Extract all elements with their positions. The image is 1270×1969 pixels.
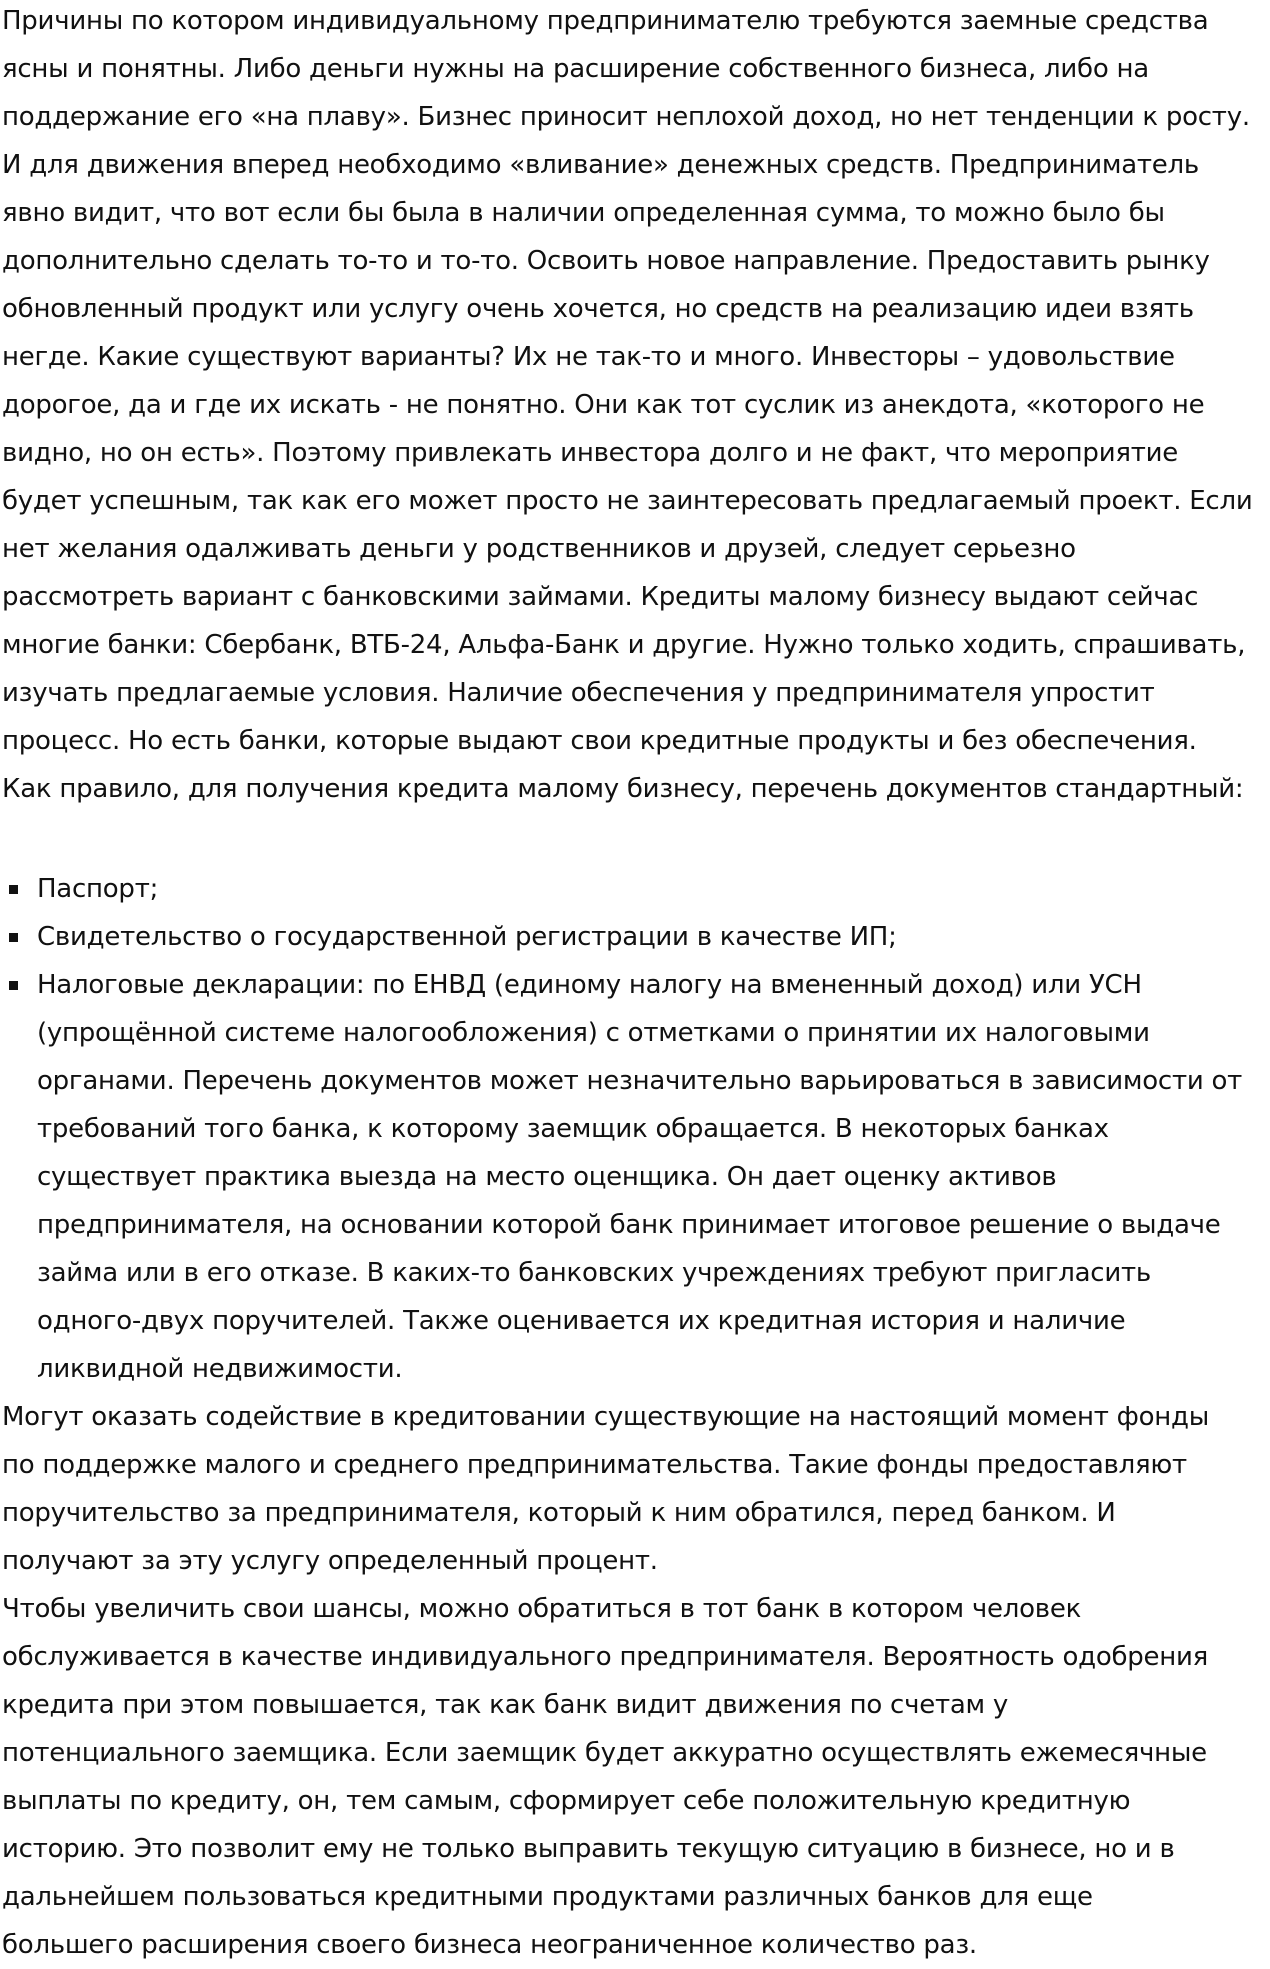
text-line: нет желания одалживать деньги у родственников и друзей, следует серьезно <box>2 534 1076 564</box>
text-line: ликвидной недвижимости. <box>37 1354 403 1384</box>
text-line: займа или в его отказе. В каких-то банковских учреждениях требуют пригласить <box>37 1258 1151 1288</box>
list-item-text <box>37 913 1270 961</box>
text-line: по поддержке малого и среднего предпринимательства. Такие фонды предоставляют <box>2 1450 1187 1480</box>
text-line: Могут оказать содействие в кредитовании существующие на настоящий момент фонды <box>2 1402 1210 1432</box>
text-line: обновленный продукт или услугу очень хочется, но средств на реализацию идеи взять <box>2 294 1194 324</box>
text-line: Паспорт; <box>37 874 159 904</box>
text-line: Свидетельство о государственной регистрации в качестве ИП; <box>37 922 897 952</box>
text-line: И для движения вперед необходимо «вливание» денежных средств. Предприниматель <box>2 150 1199 180</box>
text-line: историю. Это позволит ему не только выправить текущую ситуацию в бизнесе, но и в <box>2 1834 1175 1864</box>
text-line: явно видит, что вот если бы была в наличии определенная сумма, то можно было бы <box>2 198 1165 228</box>
text-line: Как правило, для получения кредита малому бизнесу, перечень документов стандартный: <box>2 774 1244 804</box>
text-line: существует практика выезда на место оценщика. Он дает оценку активов <box>37 1162 1057 1192</box>
paragraph-intro <box>2 0 1270 813</box>
text-line: (упрощённой системе налогообложения) с отметками о принятии их налоговыми <box>37 1018 1150 1048</box>
text-line: изучать предлагаемые условия. Наличие обеспечения у предпринимателя упростит <box>2 678 1155 708</box>
paragraph-support-funds <box>2 1393 1270 1585</box>
text-line: Чтобы увеличить свои шансы, можно обратиться в тот банк в котором человек <box>2 1594 1082 1624</box>
text-line: предпринимателя, на основании которой банк принимает итоговое решение о выдаче <box>37 1210 1221 1240</box>
square-bullet-icon <box>9 933 18 942</box>
text-line: потенциального заемщика. Если заемщик будет аккуратно осуществлять ежемесячные <box>2 1738 1207 1768</box>
text-line: выплаты по кредиту, он, тем самым, сформирует себе положительную кредитную <box>2 1786 1131 1816</box>
text-line: одного-двух поручителей. Также оценивается их кредитная история и наличие <box>37 1306 1126 1336</box>
text-line: видно, но он есть». Поэтому привлекать инвестора долго и не факт, что мероприятие <box>2 438 1179 468</box>
list-item-text <box>37 865 1270 913</box>
list-item-tax-declarations <box>2 961 1270 1393</box>
text-line: органами. Перечень документов может незначительно варьироваться в зависимости от <box>37 1066 1243 1096</box>
text-line: поручительство за предпринимателя, который к ним обратился, перед банком. И <box>2 1498 1116 1528</box>
text-line: дополнительно сделать то-то и то-то. Освоить новое направление. Предоставить рынку <box>2 246 1210 276</box>
text-line: негде. Какие существуют варианты? Их не так-то и много. Инвесторы – удовольствие <box>2 342 1175 372</box>
list-item-registration <box>2 913 1270 961</box>
square-bullet-icon <box>9 885 18 894</box>
text-line: дорогое, да и где их искать - не понятно. Они как тот суслик из анекдота, «которого не <box>2 390 1205 420</box>
text-line: процесс. Но есть банки, которые выдают свои кредитные продукты и без обеспечения. <box>2 726 1197 756</box>
list-item-text <box>37 961 1270 1393</box>
text-line: обслуживается в качестве индивидуального предпринимателя. Вероятность одобрения <box>2 1642 1209 1672</box>
text-line: Причины по котором индивидуальному предпринимателю требуются заемные средства <box>2 6 1209 36</box>
text-line: рассмотреть вариант с банковскими займами. Кредиты малому бизнесу выдают сейчас <box>2 582 1199 612</box>
text-line: кредита при этом повышается, так как банк видит движения по счетам у <box>2 1690 1009 1720</box>
list-item-passport <box>2 865 1270 913</box>
square-bullet-icon <box>9 981 18 990</box>
text-line: Налоговые декларации: по ЕНВД (единому налогу на вмененный доход) или УСН <box>37 970 1142 1000</box>
text-line: большего расширения своего бизнеса неограниченное количество раз. <box>2 1930 977 1960</box>
text-line: ясны и понятны. Либо деньги нужны на расширение собственного бизнеса, либо на <box>2 54 1149 84</box>
text-line: получают за эту услугу определенный процент. <box>2 1546 658 1576</box>
text-line: многие банки: Сбербанк, ВТБ-24, Альфа-Банк и другие. Нужно только ходить, спрашивать, <box>2 630 1246 660</box>
documents-list <box>2 865 1270 1393</box>
text-line: требований того банка, к которому заемщик обращается. В некоторых банках <box>37 1114 1109 1144</box>
text-line: поддержание его «на плаву». Бизнес приносит неплохой доход, но нет тенденции к росту. <box>2 102 1250 132</box>
text-line: дальнейшем пользоваться кредитными продуктами различных банков для еще <box>2 1882 1093 1912</box>
text-line: будет успешным, так как его может просто не заинтересовать предлагаемый проект. Если <box>2 486 1253 516</box>
paragraph-increase-chances <box>2 1585 1270 1969</box>
